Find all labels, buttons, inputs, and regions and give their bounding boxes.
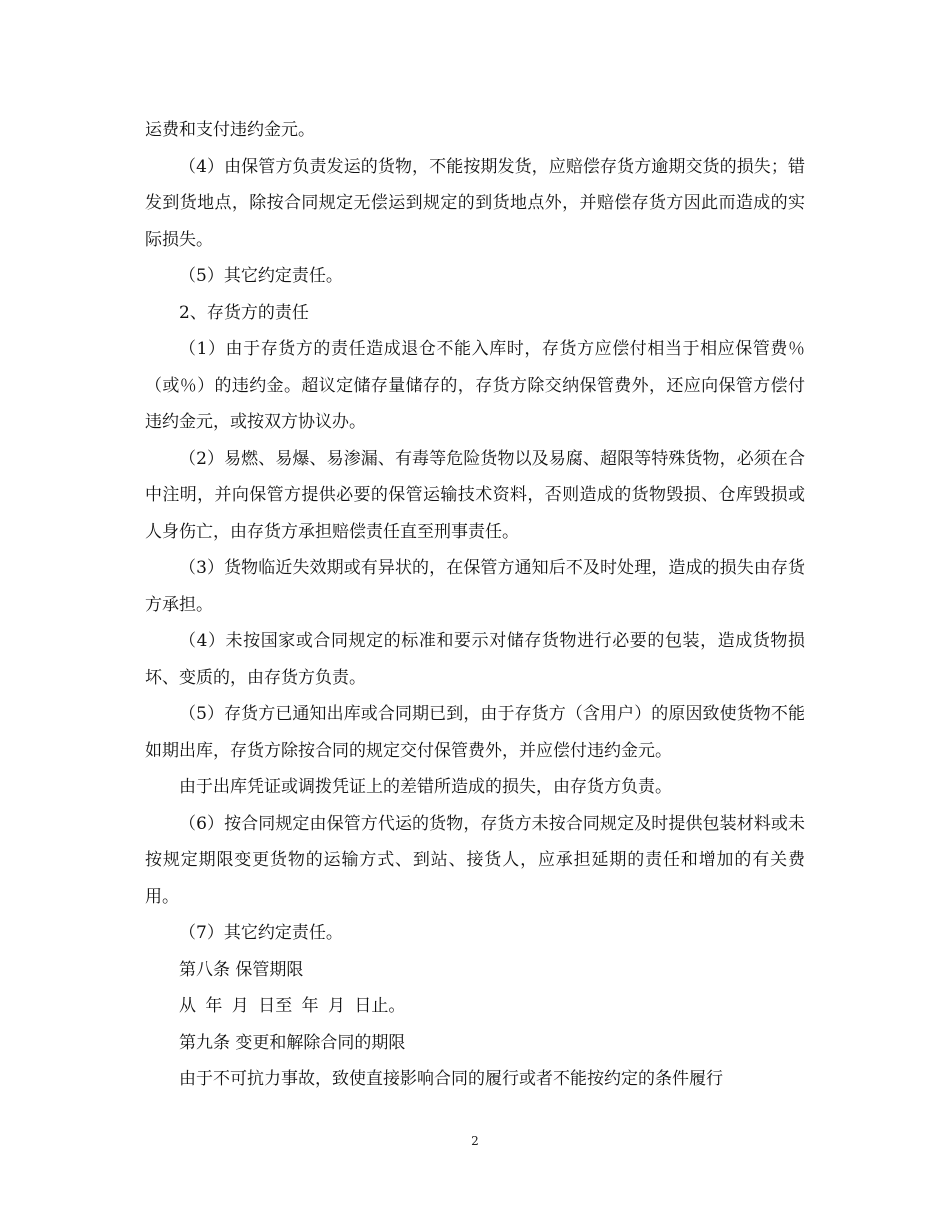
paragraph-7: （3）货物临近失效期或有异状的，在保管方通知后不及时处理，造成的损失由存货方承担。 — [145, 558, 805, 615]
paragraph-2: （4）由保管方负责发运的货物，不能按期发货，应赔偿存货方逾期交货的损失；错发到货地点，除按合同规定无偿运到规定的到货地点外，并赔偿存货方因此而造成的实际损失。 — [145, 156, 805, 250]
document-body — [145, 112, 805, 1098]
paragraph-5: （1）由于存货方的责任造成退仓不能入库时，存货方应偿付相当于相应保管费％（或％）的违约金。超议定储存量储存的，存货方除交纳保管费外，还应向保管方偿付违约金元，或按双方协议办。 — [145, 339, 805, 432]
article-9-heading: 第九条 变更和解除合同的期限 — [179, 1032, 406, 1053]
paragraph-8: （4）未按国家或合同规定的标准和要示对储存货物进行必要的包装，造成货物损坏、变质的，由存货方负责。 — [145, 631, 805, 688]
paragraph-9: （5）存货方已通知出库或合同期已到，由于存货方（含用户）的原因致使货物不能如期出库，存货方除按合同的规定交付保管费外，并应偿付违约金元。 — [145, 704, 805, 761]
article-8-heading: 第八条 保管期限 — [179, 959, 304, 980]
storage-period-line: 从 年 月 日至 年 月 日止。 — [179, 996, 406, 1016]
paragraph-12: （7）其它约定责任。 — [179, 923, 343, 943]
paragraph-16: 由于不可抗力事故，致使直接影响合同的履行或者不能按约定的条件履行 — [179, 1069, 723, 1089]
section-heading-depositor-liability: 2、存货方的责任 — [179, 302, 309, 323]
paragraph-10: 由于出库凭证或调拨凭证上的差错所造成的损失，由存货方负责。 — [179, 777, 672, 797]
page-number: 2 — [471, 1134, 479, 1148]
paragraph-6: （2）易燃、易爆、易渗漏、有毒等危险货物以及易腐、超限等特殊货物，必须在合中注明，并向保管方提供必要的保管运输技术资料，否则造成的货物毁损、仓库毁损或人身伤亡，由存货方承担赔偿责任直至刑事责任。 — [145, 448, 805, 542]
paragraph-1: 运费和支付违约金元。 — [145, 120, 315, 140]
paragraph-3: （5）其它约定责任。 — [179, 266, 343, 286]
paragraph-11: （6）按合同规定由保管方代运的货物，存货方未按合同规定及时提供包装材料或未按规定期限变更货物的运输方式、到站、接货人，应承担延期的责任和增加的有关费用。 — [145, 813, 805, 907]
